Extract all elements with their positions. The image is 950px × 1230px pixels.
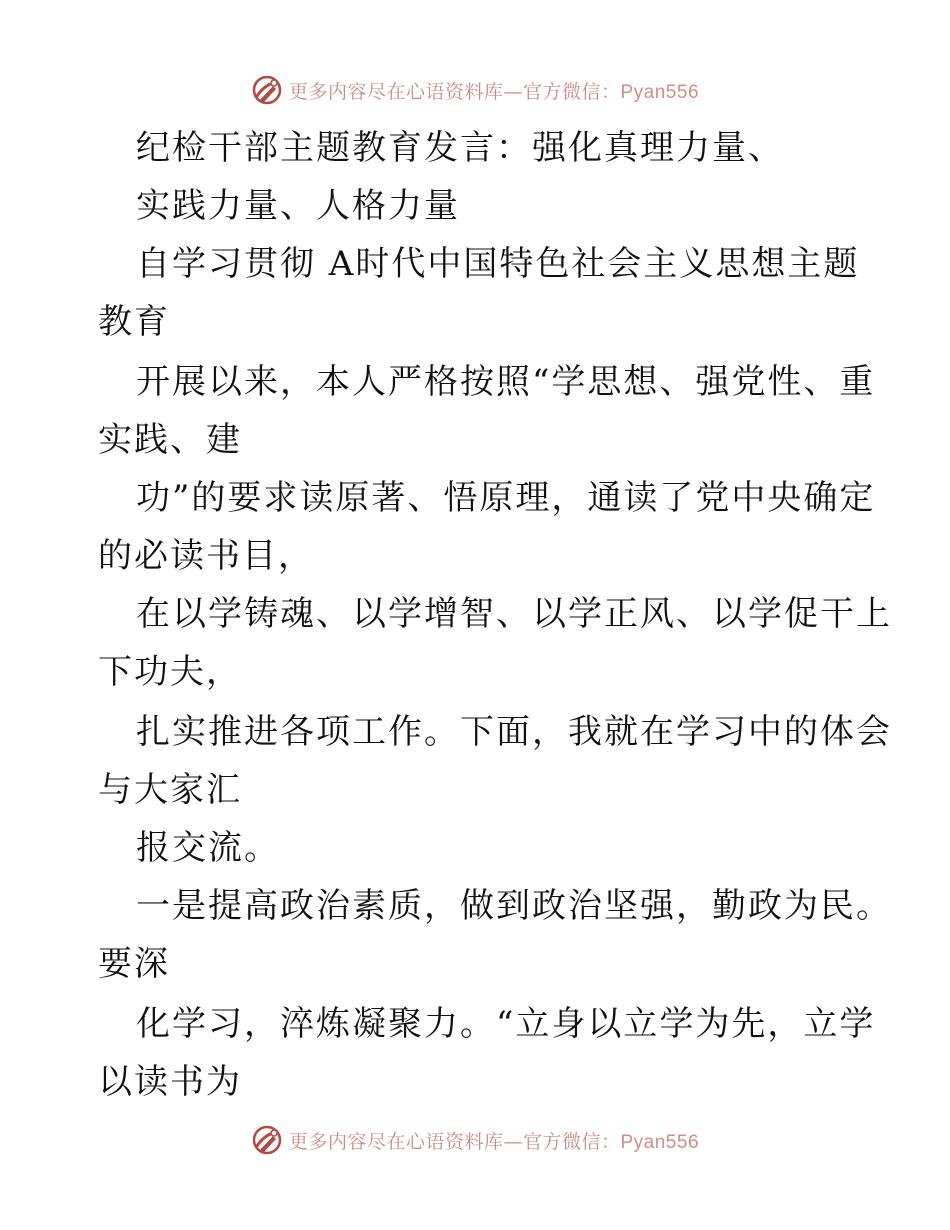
- paragraph-line: 在以学铸魂、以学增智、以学正风、以学促干上: [136, 594, 892, 634]
- paragraph-line: 下功夫，: [98, 652, 242, 692]
- paragraph-line: 以读书为: [98, 1062, 242, 1102]
- header-wechat-id: Pyan556: [620, 81, 700, 103]
- footer-banner: [0, 1120, 950, 1160]
- document-title-line-2: 实践力量、人格力量: [136, 186, 460, 226]
- paragraph-line: 扎实推进各项工作。下面，我就在学习中的体会: [136, 712, 892, 752]
- paragraph-line: 与大家汇: [98, 770, 242, 810]
- paragraph-line: 开展以来，本人严格按照“学思想、强党性、重: [136, 362, 876, 402]
- paragraph-line: 自学习贯彻 A时代中国特色社会主义思想主题: [136, 244, 860, 284]
- brand-logo-icon: [251, 1124, 283, 1156]
- paragraph-line: 功”的要求读原著、悟原理，通读了党中央确定: [136, 478, 876, 518]
- footer-banner-text: 更多内容尽在心语资料库—官方微信：Pyan556: [288, 1130, 700, 1153]
- paragraph-line: 化学习，淬炼凝聚力。“立身以立学为先，立学: [136, 1004, 876, 1044]
- document-title-line-1: 纪检干部主题教育发言：强化真理力量、: [136, 128, 784, 168]
- paragraph-line: 教育: [98, 302, 170, 342]
- paragraph-line: 实践、建: [98, 420, 242, 460]
- header-banner-text: 更多内容尽在心语资料库—官方微信：Pyan556: [288, 80, 700, 103]
- paragraph-line: 一是提高政治素质，做到政治坚强，勤政为民。: [136, 886, 892, 926]
- paragraph-line: 的必读书目，: [98, 536, 314, 576]
- paragraph-line: 要深: [98, 944, 170, 984]
- footer-wechat-id: Pyan556: [620, 1131, 700, 1153]
- paragraph-line: 报交流。: [136, 828, 280, 868]
